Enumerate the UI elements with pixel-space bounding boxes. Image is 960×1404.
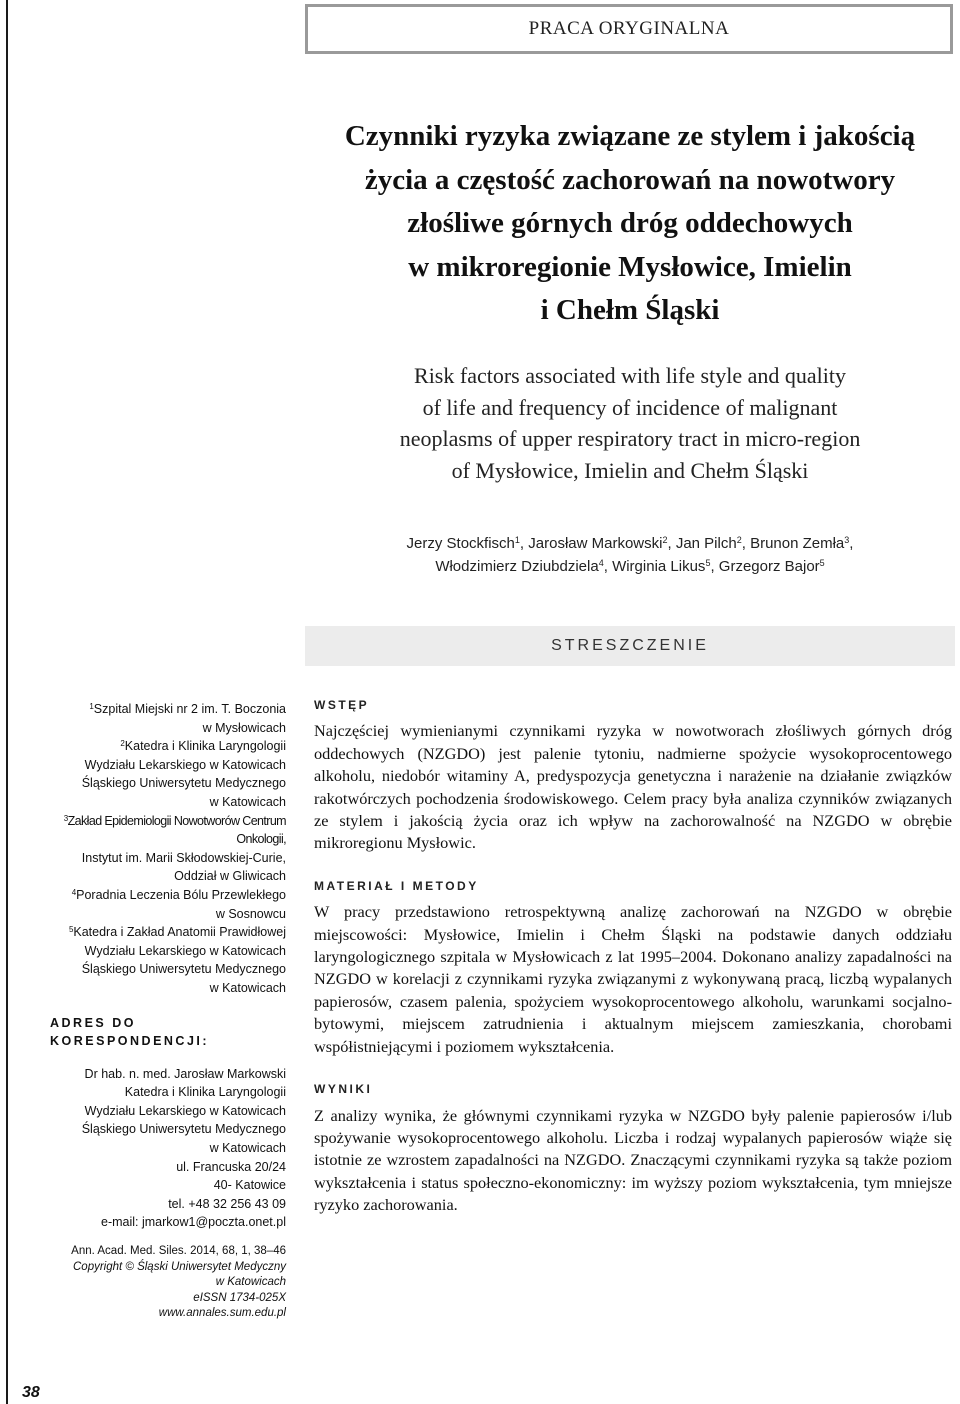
section-text-intro: Najczęściej wymienianymi czynnikami ryzyka w nowotworach złośliwych górnych dróg oddechowych (NZGDO) jest palenie tytoniu, nadmierne spożycie wysokoprocentowego alkoholu, niedobór witaminy A, predyspozycja genetyczna i narażenie na działanie związków rakotwórczych pochodzenia środowiskowego. Celem pracy była analiza czynników związanych ze stylem i jakością życia oraz ich wpływ na zachorowalność na NZGDO w obrębie mikroregionu Mysłowic. [314,721,952,853]
abstract-label: STRESZCZENIE [551,637,709,654]
author-affiliation-number: 3 [844,535,850,545]
author-line [300,532,960,555]
author-affiliation-number: 4 [598,558,604,568]
section-heading-methods: MATERIAŁ I METODY [314,878,479,893]
abstract-banner [305,626,955,666]
affiliation-text: Szpital Miejski nr 2 im. T. Boczonia [93,702,286,716]
affiliation-line [50,886,286,905]
correspondence-line: Śląskiego Uniwersytetu Medycznego [81,1122,286,1137]
affiliation-line: Instytut im. Marii Skłodowskiej-Curie, [81,850,286,865]
affiliation-line [50,700,286,719]
author-separator: , [849,535,854,552]
author-name: Grzegorz Bajor [718,558,820,575]
author-affiliation-number: 5 [819,558,825,568]
affiliation-line [50,812,286,849]
correspondence-line: tel. +48 32 256 43 09 [168,1196,286,1211]
affiliation-text: Poradnia Leczenia Bólu Przewlekłego [76,887,286,902]
affiliation-line: Śląskiego Uniwersytetu Medycznego [81,962,286,977]
correspondence-line: ul. Francuska 20/24 [176,1159,286,1174]
affiliation-number: 3 [63,813,68,823]
author-name: Jarosław Markowski [528,535,663,552]
correspondence-address [50,1065,286,1232]
title-english-line: of Mysłowice, Imielin and Chełm Śląski [451,457,809,483]
correspondence-line: 40- Katowice [213,1178,286,1193]
title-polish-line: życia a częstość zachorowań na nowotwory [364,163,896,196]
section-heading-results: WYNIKI [314,1082,373,1097]
affiliation-line: w Mysłowicach [202,720,286,735]
title-polish-line: złośliwe górnych dróg oddechowych [407,207,853,239]
title-polish [300,115,960,333]
affiliation-text: Katedra i Zakład Anatomii Prawidłowej [73,925,286,940]
affiliation-text: Zakład Epidemiologii Nowotworów Centrum Onkologii, [67,813,286,847]
affiliation-number: 4 [71,887,77,897]
author-separator: , [741,535,751,552]
affiliation-number: 2 [120,739,125,749]
correspondence-heading: ADRES DO KORESPONDENCJI: [50,1015,210,1049]
affiliation-number: 1 [89,702,94,711]
copyright-notice: Copyright © Śląski Uniwersytet Medyczny [73,1260,286,1273]
author-separator: , [519,535,529,552]
title-english-line: Risk factors associated with life style and quality [414,363,846,388]
publication-info [50,1244,286,1322]
affiliation-line [50,923,286,942]
correspondence-line: w Katowicach [209,1141,286,1156]
affiliation-2 [50,737,286,811]
affiliation-line: Oddział w Gliwicach [174,869,286,884]
affiliations-sidebar [50,700,286,1322]
author-name: Jan Pilch [675,535,737,552]
section-text-results: Z analizy wynika, że głównymi czynnikami ryzyka w NZGDO były palenie papierosów i/lub spożywanie wysokoprocentowego alkoholu. Liczba i rodzaj wypalanych papierosów wiąże się istotnie ze wzrostem zapadalności na NZGDO. Znaczącymi czynnikami ryzyka są także poziom wykształcenia i status społeczno-ekonomiczny: im wyższy poziom wykształcenia, tym mniejsze ryzyko zachorowania. [314,1105,952,1215]
page-number: 38 [22,1384,40,1401]
eissn: eISSN 1734-025X [193,1291,286,1304]
affiliation-3 [50,812,286,886]
author-name: Wirginia Likus [612,558,706,575]
author-affiliation-number: 2 [662,535,668,545]
author-separator: , [603,558,613,575]
author-affiliation-number: 5 [705,558,711,568]
article-type-header [305,4,953,54]
author-affiliation-number: 2 [736,535,742,545]
title-polish-line: i Chełm Śląski [540,294,720,326]
correspondence-email[interactable]: e-mail: jmarkow1@poczta.onet.pl [101,1215,286,1230]
affiliation-4 [50,886,286,923]
author-separator: , [710,558,719,575]
affiliation-number: 5 [68,925,74,935]
author-affiliation-number: 1 [514,535,520,545]
left-margin-rule [6,0,8,1404]
affiliation-line: w Sosnowcu [215,906,286,921]
journal-url[interactable]: www.annales.sum.edu.pl [158,1307,286,1320]
correspondence-line: Wydziału Lekarskiego w Katowicach [84,1103,286,1118]
affiliation-line: Wydziału Lekarskiego w Katowicach [84,757,286,772]
section-heading-intro: WSTĘP [314,698,370,712]
citation: Ann. Acad. Med. Siles. 2014, 68, 1, 38–46 [71,1245,286,1258]
title-polish-line: w mikroregionie Mysłowice, Imielin [408,250,852,283]
copyright-city: w Katowicach [215,1276,286,1289]
author-name: Włodzimierz Dziubdziela [435,558,599,575]
affiliation-line: Wydziału Lekarskiego w Katowicach [84,943,286,958]
affiliation-1 [50,700,286,737]
affiliation-5 [50,923,286,997]
affiliation-text: Katedra i Klinika Laryngologii [124,739,286,754]
abstract-body [314,694,952,1237]
title-english-line: neoplasms of upper respiratory tract in micro-region [399,426,861,451]
affiliation-line: Śląskiego Uniwersytetu Medycznego [81,776,286,791]
affiliation-line: w Katowicach [209,980,286,995]
correspondence-line: Dr hab. n. med. Jarosław Markowski [84,1066,286,1081]
affiliation-line [50,737,286,756]
correspondence-line: Katedra i Klinika Laryngologii [124,1085,286,1100]
section-text-methods: W pracy przedstawiono retrospektywną analizę zachorowań na NZGDO w obrębie miejscowości: Mysłowice, Imielin i Chełm Śląski na podstawie danych oddziału laryngologicznego szpitala w Mysłowicach z lat 1995–2004. Dokonano analizy zapadalności na NZGDO w korelacji z czynnikami ryzyka związanymi z wykonywaną pracą, liczbą wypalanych papierosów, czasem palenia, spożyciem wysokoprocentowego alkoholu, warunkami socjalno-bytowymi, miejscem zatrudnienia i aktualnym miejscem zamieszkania, chorobami współistniejącymi i poziomem wykształcenia. [314,902,952,1056]
article-type-label: PRACA ORYGINALNA [528,18,730,39]
author-name: Brunon Zemła [750,535,845,552]
affiliation-line: w Katowicach [209,794,286,809]
author-list [300,532,960,578]
author-name: Jerzy Stockfisch [406,535,515,552]
title-english-line: of life and frequency of incidence of malignant [422,394,838,420]
title-english [300,360,960,486]
author-separator: , [667,535,676,552]
title-polish-line: Czynniki ryzyka związane ze stylem i jakością [344,120,916,152]
author-line [300,555,960,578]
